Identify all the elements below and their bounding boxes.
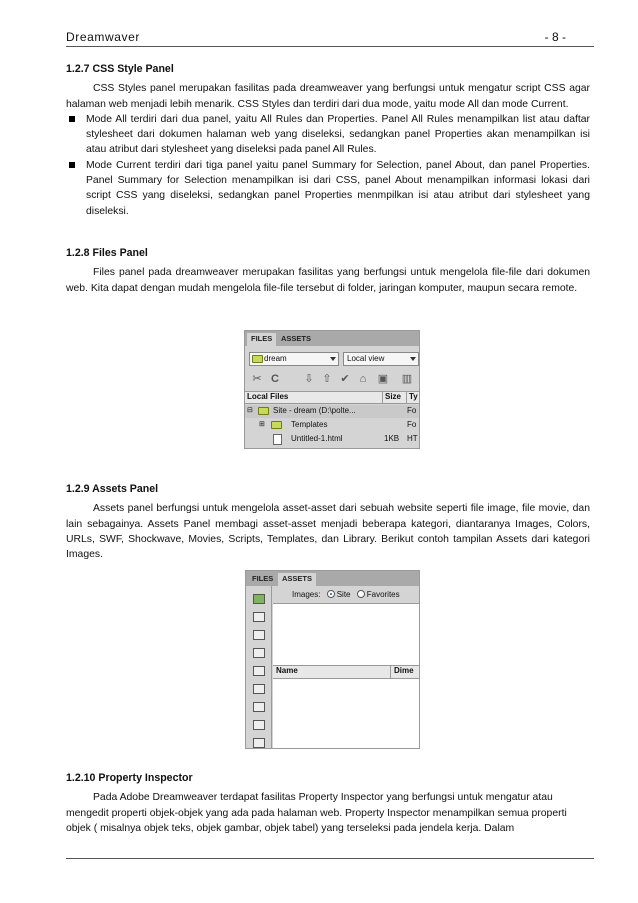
bullet-text: Mode Current terdiri dari tiga panel yaitu panel Summary for Selection, panel About, dan panel Properties. Panel Summary for Selection menampilkan isi dari CSS, panel About menampilkan informasi lokasi dari script CSS yang diseleksi, sedangkan panel Properties menmpilkan isi atau atribut dari stylesheet yang diseleksi. — [86, 159, 590, 217]
tab-files[interactable]: FILES — [252, 574, 274, 583]
colors-category-icon[interactable] — [253, 612, 265, 622]
section-property-inspector — [66, 771, 590, 836]
panel-tab-bar — [246, 571, 419, 586]
bullet-item — [66, 158, 590, 219]
bullet-text: Mode All terdiri dari dua panel, yaitu All Rules dan Properties. Panel All Rules menampilkan list atau daftar stylesheet dari dokumen halaman web yang diseleksi, sedangkan panel Properties akan menampilkan isi atau atribut dari stylesheet yang diseleksi pada panel All Rules. — [86, 113, 590, 156]
asset-category-bar — [246, 586, 272, 748]
column-header-local-files[interactable]: Local Files — [245, 391, 382, 404]
asset-preview-area — [273, 603, 419, 665]
footer-rule — [66, 858, 594, 859]
expand-icon[interactable]: ⊞ — [259, 421, 265, 428]
section-heading: 1.2.7 CSS Style Panel — [66, 63, 174, 75]
header-title: Dreamwaver — [66, 30, 141, 44]
file-row[interactable] — [245, 419, 419, 432]
swf-category-icon[interactable] — [253, 648, 265, 658]
chevron-down-icon — [410, 357, 416, 361]
scripts-category-icon[interactable] — [253, 702, 265, 712]
sync-icon[interactable]: ▣ — [377, 373, 389, 385]
refresh-icon[interactable]: C — [271, 373, 279, 385]
radio-icon — [357, 590, 365, 598]
bullet-square-icon — [69, 162, 75, 168]
paragraph: CSS Styles panel merupakan fasilitas pada dreamweaver yang berfungsi untuk mengatur script CSS agar halaman web menjadi lebih menarik. CSS Styles dan terdiri dari dua mode, yaitu mode All dan mode Current. — [66, 83, 590, 110]
urls-category-icon[interactable] — [253, 630, 265, 640]
folder-icon — [252, 355, 263, 363]
file-name: Templates — [291, 420, 328, 429]
radio-selected-icon — [327, 590, 335, 598]
view-select-value: Local view — [347, 354, 385, 363]
column-header-type[interactable]: Ty — [406, 391, 420, 404]
section-heading: 1.2.9 Assets Panel — [66, 483, 159, 495]
connect-icon[interactable]: ✂ — [252, 373, 262, 385]
html-file-icon — [273, 434, 282, 445]
check-in-icon[interactable]: ⌂ — [359, 373, 367, 385]
bullet-square-icon — [69, 116, 75, 122]
collapse-icon[interactable]: ⊟ — [247, 407, 253, 414]
column-header-size[interactable]: Size — [382, 391, 406, 404]
check-out-icon[interactable]: ✔ — [340, 373, 350, 385]
site-radio-label: Site — [336, 590, 351, 599]
file-row[interactable] — [245, 433, 419, 446]
paragraph: Assets panel berfungsi untuk mengelola asset-asset dari sebuah website seperti file image, file movie, dan lain sebagainya. Assets Panel membagi asset-asset menjadi beberapa kategori, diantaranya Images, Colors, URLs, SWF, Shockwave, Movies, Scripts, Templates, dan Library. Berikut contoh tampilan Assets dari kategori Images. — [66, 503, 590, 561]
column-header-name[interactable]: Name — [273, 665, 390, 679]
site-select-value: dream — [264, 354, 287, 363]
library-category-icon[interactable] — [253, 738, 265, 748]
assets-panel-screenshot — [245, 570, 420, 749]
tab-files[interactable]: FILES — [247, 333, 276, 346]
site-radio[interactable] — [327, 590, 351, 599]
asset-list — [273, 679, 419, 748]
section-heading: 1.2.10 Property Inspector — [66, 772, 193, 784]
shockwave-category-icon[interactable] — [253, 666, 265, 676]
file-size: 1KB — [384, 434, 400, 443]
tab-assets[interactable]: ASSETS — [278, 573, 316, 586]
section-heading: 1.2.8 Files Panel — [66, 247, 148, 259]
panel-tab-bar — [245, 331, 419, 346]
page-number: - 8 - — [544, 30, 566, 44]
section-files-panel — [66, 246, 590, 296]
get-files-icon[interactable]: ⇩ — [304, 373, 314, 385]
file-type: Fo — [407, 420, 417, 429]
folder-icon — [258, 407, 269, 415]
page-header — [66, 30, 594, 46]
bullet-item — [66, 112, 590, 158]
file-name: Untitled-1.html — [291, 434, 343, 443]
section-assets-panel — [66, 482, 590, 562]
paragraph: Pada Adobe Dreamweaver terdapat fasilitas Property Inspector yang berfungsi untuk mengatur atau mengedit properti objek-objek yang ada pada halaman web. Property Inspector menampilkan semua properti objek ( misalnya objek teks, objek gambar, objek tabel) yang terseleksi pada jendela kerja. Dalam — [66, 792, 567, 834]
file-name: Site - dream (D:\polte... — [273, 406, 356, 415]
file-row[interactable] — [245, 405, 419, 418]
images-category-icon[interactable] — [253, 594, 265, 604]
images-label: Images: — [292, 590, 321, 599]
paragraph: Files panel pada dreamweaver merupakan fasilitas yang berfungsi untuk mengelola file-file dari dokumen web. Kita dapat dengan mudah mengelola file-file tersebut di folder, jaringan komputer, maupun secara remote. — [66, 267, 590, 294]
asset-scope-row — [292, 589, 400, 599]
header-rule — [66, 46, 594, 47]
favorites-radio[interactable] — [357, 590, 400, 599]
section-css-style-panel — [66, 62, 590, 219]
templates-category-icon[interactable] — [253, 720, 265, 730]
expand-icon[interactable]: ▥ — [401, 373, 413, 385]
favorites-radio-label: Favorites — [366, 590, 400, 599]
movies-category-icon[interactable] — [253, 684, 265, 694]
tab-assets[interactable]: ASSETS — [281, 334, 312, 343]
column-header-dimensions[interactable]: Dime — [390, 665, 420, 679]
folder-icon — [271, 421, 282, 429]
files-panel-screenshot — [244, 330, 420, 449]
file-type: Fo — [407, 406, 417, 415]
file-type: HT — [407, 434, 418, 443]
chevron-down-icon — [330, 357, 336, 361]
put-files-icon[interactable]: ⇧ — [322, 373, 332, 385]
site-select[interactable] — [249, 352, 339, 366]
view-select[interactable] — [343, 352, 419, 366]
